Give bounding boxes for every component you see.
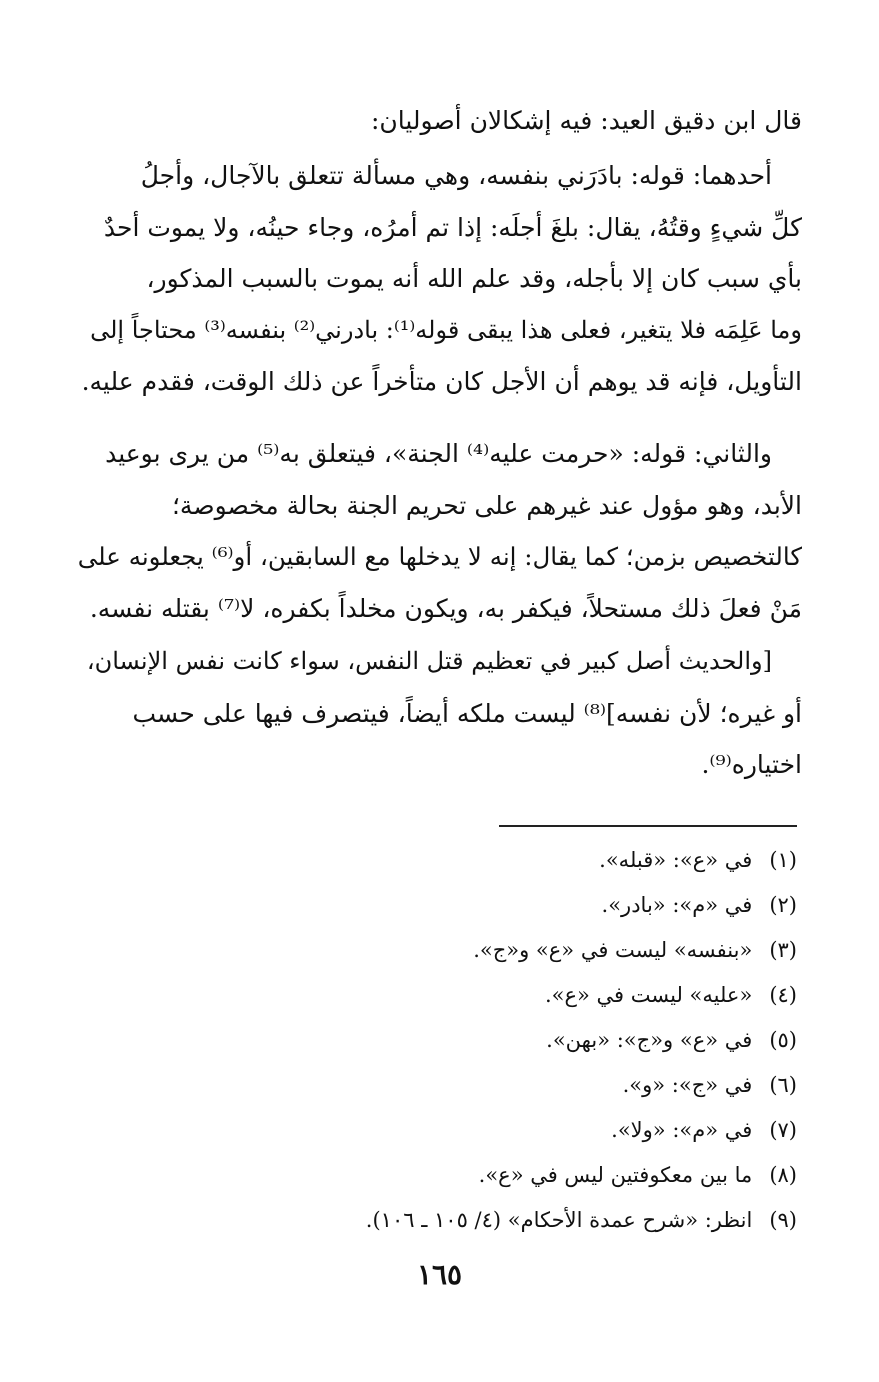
footnote-item [77, 1108, 797, 1153]
text-line: مَنْ فعلَ ذلك مستحلاً، فيكفر به، ويكون مخلداً بكفره، لا⁽⁷⁾ بقتله نفسه. [89, 593, 802, 623]
footnote-item [77, 838, 797, 883]
footnote-text: ما بين معكوفتين ليس في «ع». [478, 1163, 753, 1187]
text-line: التأويل، فإنه قد يوهم أن الأجل كان متأخراً عن ذلك الوقت، فقدم عليه. [81, 367, 802, 396]
footnote-number: (١) [769, 848, 797, 872]
footnote-text: «عليه» ليست في «ع». [544, 983, 753, 1007]
footnote-item [77, 1063, 797, 1108]
footnote-separator [499, 825, 797, 827]
text-line: أو غيره؛ لأن نفسه]⁽⁸⁾ ليست ملكه أيضاً، فيتصرف فيها على حسب [132, 698, 802, 728]
footnote-item [77, 928, 797, 973]
paragraph-second-problem [77, 428, 802, 634]
text-line: كلِّ شيءٍ وقتُهُ، يقال: بلغَ أجلَه: إذا تم أمرُه، وجاء حينُه، ولا يموت أحدٌ [103, 212, 802, 242]
text-line: والثاني: قوله: «حرمت عليه⁽⁴⁾ الجنة»، فيتعلق به⁽⁵⁾ من يرى بوعيد [105, 439, 772, 468]
text-line: اختياره⁽⁹⁾. [701, 750, 802, 779]
footnotes-list [77, 838, 797, 1243]
footnote-text: في «ج»: «و». [622, 1073, 753, 1097]
footnote-text: في «ع» و«ج»: «بهن». [546, 1028, 753, 1052]
footnote-text: «بنفسه» ليست في «ع» و«ج». [473, 938, 753, 962]
text-line: أحدهما: قوله: بادَرَني بنفسه، وهي مسألة تتعلق بالآجال، وأجلُ [140, 161, 772, 190]
text-line: الأبد، وهو مؤول عند غيرهم على تحريم الجنة بحالة مخصوصة؛ [171, 490, 802, 520]
footnote-text: انظر: «شرح عمدة الأحكام» (٤/ ١٠٥ ـ ١٠٦). [365, 1208, 753, 1232]
footnote-item [77, 1153, 797, 1198]
footnote-text: في «م»: «ولا». [611, 1118, 753, 1142]
paragraph-hadith-note [77, 636, 802, 791]
footnote-item [77, 973, 797, 1018]
text-line: بأي سبب كان إلا بأجله، وقد علم الله أنه يموت بالسبب المذكور، [146, 264, 802, 293]
footnote-number: (٤) [769, 983, 797, 1007]
page-number: ١٦٥ [416, 1258, 463, 1291]
footnote-number: (٨) [769, 1163, 797, 1187]
footnote-item [77, 1018, 797, 1063]
footnote-number: (٣) [769, 938, 797, 962]
footnote-item [77, 1198, 797, 1243]
footnote-number: (٧) [769, 1118, 797, 1142]
intro-line: قال ابن دقيق العيد: فيه إشكالان أصوليان: [370, 106, 802, 135]
intro-paragraph [77, 95, 802, 147]
text-line: [والحديث أصل كبير في تعظيم قتل النفس، سواء كانت نفس الإنسان، [86, 647, 772, 675]
text-line: كالتخصيص بزمن؛ كما يقال: إنه لا يدخلها مع السابقين، أو⁽⁶⁾ يجعلونه على [77, 542, 802, 571]
footnote-number: (٢) [769, 893, 797, 917]
footnote-item [77, 883, 797, 928]
paragraph-first-problem [77, 150, 802, 408]
footnote-number: (٥) [769, 1028, 797, 1052]
footnote-text: في «م»: «بادر». [601, 893, 753, 917]
footnote-number: (٦) [769, 1073, 797, 1097]
footnote-number: (٩) [769, 1208, 797, 1232]
footnote-text: في «ع»: «قبله». [599, 848, 753, 872]
text-line: وما عَلِمَه فلا يتغير، فعلى هذا يبقى قوله⁽¹⁾: بادرني⁽²⁾ بنفسه⁽³⁾ محتاجاً إلى [90, 315, 802, 344]
